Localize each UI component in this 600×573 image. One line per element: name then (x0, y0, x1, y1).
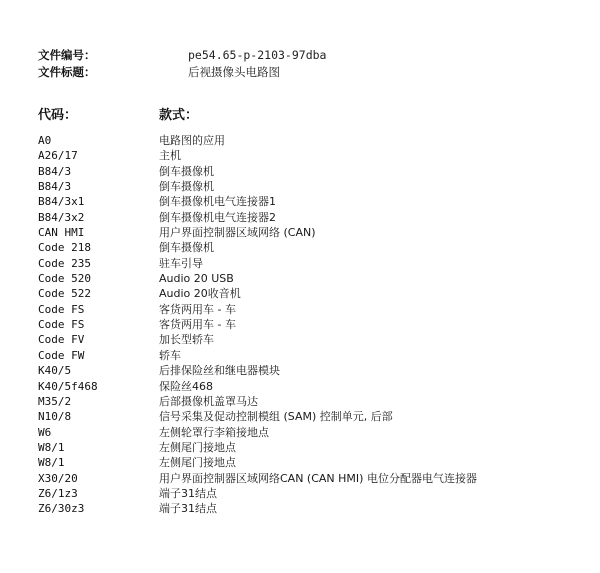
list-item (38, 210, 578, 225)
list-item (38, 302, 578, 317)
list-item (38, 471, 578, 486)
list-item (38, 317, 578, 332)
list-item (38, 363, 578, 378)
component-code: B84/3x2 (38, 210, 85, 224)
component-description: 端子31结点 (159, 502, 217, 516)
component-code: W8/1 (38, 456, 65, 470)
component-description: 端子31结点 (159, 486, 217, 500)
code-column-header: 代码： (38, 108, 78, 123)
component-description: 左侧轮罩行李箱接地点 (159, 425, 269, 439)
component-code: Z6/30z3 (38, 502, 85, 516)
component-description: 倒车摄像机电气连接器1 (159, 195, 276, 209)
component-description: 加长型轿车 (159, 333, 214, 347)
component-description: 倒车摄像机 (159, 164, 214, 178)
list-item (38, 409, 578, 424)
component-description: 用户界面控制器区域网络 (CAN) (159, 226, 316, 240)
list-item (38, 225, 578, 240)
component-description: 后部摄像机盖罩马达 (159, 394, 258, 408)
list-item (38, 486, 578, 501)
component-code: M35/2 (38, 394, 72, 408)
component-code: B84/3x1 (38, 195, 85, 209)
component-description: 保险丝468 (159, 379, 213, 393)
list-item (38, 348, 578, 363)
component-code: Code FV (38, 333, 85, 347)
component-description: Audio 20 USB (159, 272, 234, 286)
component-description: 后排保险丝和继电器模块 (159, 364, 280, 378)
component-description: 倒车摄像机 (159, 241, 214, 255)
component-code: K40/5 (38, 364, 72, 378)
document-header (38, 47, 326, 81)
list-item (38, 164, 578, 179)
list-item (38, 455, 578, 470)
list-item (38, 394, 578, 409)
column-headers (38, 104, 198, 123)
component-code: W8/1 (38, 440, 65, 454)
list-item (38, 332, 578, 347)
component-code: A0 (38, 134, 52, 147)
list-item (38, 379, 578, 394)
component-code: Code 235 (38, 256, 91, 270)
list-item (38, 240, 578, 255)
list-item (38, 501, 578, 516)
component-list (38, 133, 578, 517)
component-code: Code FS (38, 318, 85, 332)
doc-number-label: 文件编号： (38, 48, 96, 62)
doc-number-row (38, 47, 326, 64)
list-item (38, 286, 578, 301)
component-description: 主机 (159, 149, 181, 163)
list-item (38, 425, 578, 440)
component-description: 左侧尾门接地点 (159, 440, 236, 454)
component-code: B84/3 (38, 180, 72, 194)
component-code: Code FS (38, 302, 85, 316)
component-code: W6 (38, 425, 52, 439)
component-code: B84/3 (38, 164, 72, 178)
component-description: 客货两用车 - 车 (159, 318, 236, 332)
doc-title-value: 后视摄像头电路图 (188, 65, 280, 79)
list-item (38, 271, 578, 286)
list-item (38, 179, 578, 194)
component-description: 用户界面控制器区域网络CAN (CAN HMI) 电位分配器电气连接器 (159, 471, 477, 485)
doc-number-value: pe54.65-p-2103-97dba (188, 48, 327, 62)
component-description: 倒车摄像机电气连接器2 (159, 210, 276, 224)
component-description: 信号采集及促动控制模组 (SAM) 控制单元, 后部 (159, 410, 393, 424)
component-description: 轿车 (159, 348, 181, 362)
list-item (38, 133, 578, 148)
list-item (38, 194, 578, 209)
component-description: 左侧尾门接地点 (159, 456, 236, 470)
desc-column-header: 款式： (159, 108, 199, 123)
list-item (38, 148, 578, 163)
list-item (38, 440, 578, 455)
component-code: K40/5f468 (38, 379, 98, 393)
doc-title-label: 文件标题： (38, 65, 96, 79)
component-code: Z6/1z3 (38, 486, 78, 500)
component-code: N10/8 (38, 410, 72, 424)
component-code: Code FW (38, 348, 85, 362)
component-description: 客货两用车 - 车 (159, 302, 236, 316)
component-description: 驻车引导 (159, 256, 203, 270)
component-code: Code 520 (38, 272, 91, 286)
component-code: A26/17 (38, 149, 78, 163)
component-description: 电路图的应用 (159, 134, 225, 147)
doc-title-row (38, 64, 326, 81)
component-description: Audio 20收音机 (159, 287, 241, 301)
list-item (38, 256, 578, 271)
component-code: Code 218 (38, 241, 91, 255)
component-code: Code 522 (38, 287, 91, 301)
component-code: CAN HMI (38, 226, 85, 240)
component-description: 倒车摄像机 (159, 180, 214, 194)
component-code: X30/20 (38, 471, 78, 485)
